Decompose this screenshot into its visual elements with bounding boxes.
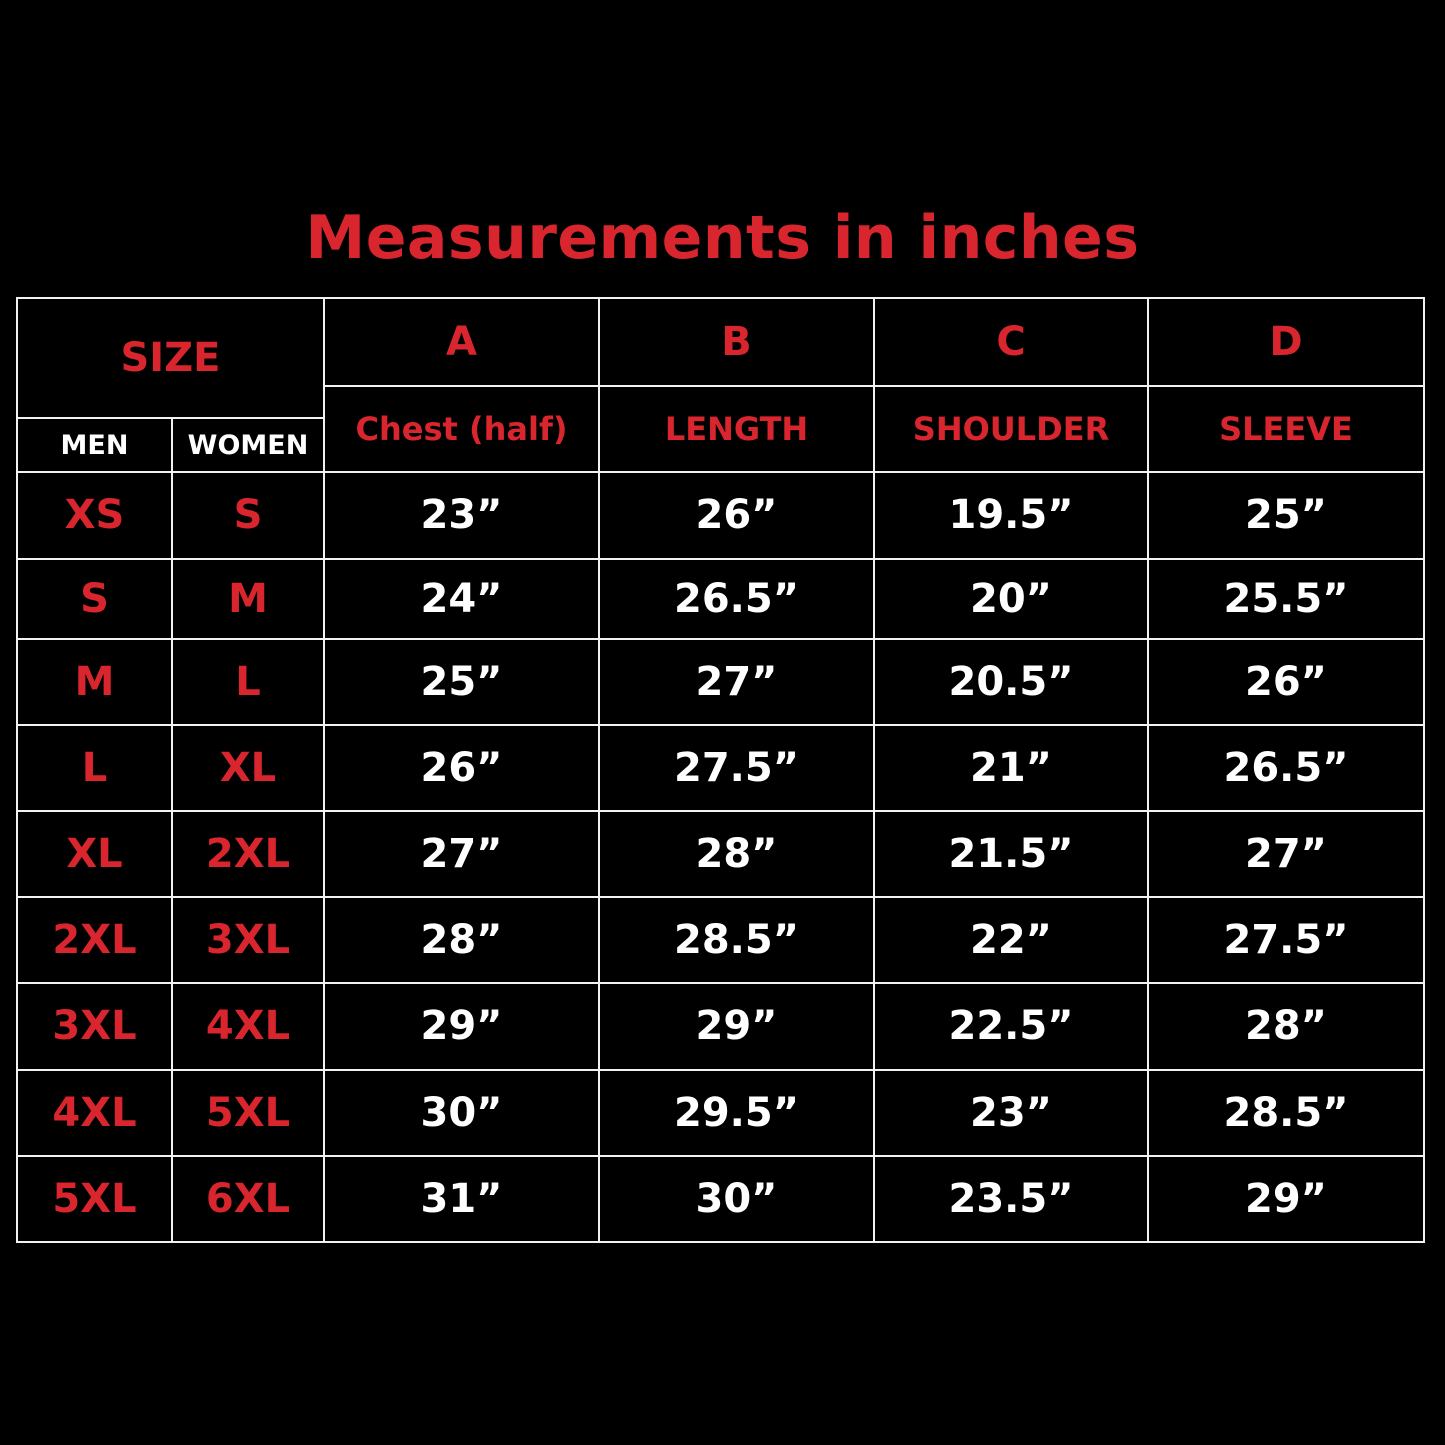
column-letter-a: A [324, 298, 599, 386]
header-row-letters [17, 298, 1424, 386]
size-header-label: SIZE [120, 335, 221, 382]
table-row [17, 559, 1424, 639]
chest-cell: 25” [324, 639, 599, 725]
table-row [17, 811, 1424, 897]
sleeve-cell: 28.5” [1148, 1070, 1424, 1156]
sleeve-cell: 27” [1148, 811, 1424, 897]
chest-cell: 27” [324, 811, 599, 897]
column-label-chest: Chest (half) [324, 386, 599, 472]
shoulder-cell: 20” [874, 559, 1148, 639]
men-size-cell: L [17, 725, 172, 811]
length-cell: 27.5” [599, 725, 874, 811]
column-label-length: LENGTH [599, 386, 874, 472]
women-size-cell: S [172, 472, 324, 558]
length-cell: 26” [599, 472, 874, 558]
men-header: MEN [17, 418, 172, 472]
chest-cell: 28” [324, 897, 599, 983]
table-row [17, 472, 1424, 558]
table-row [17, 1070, 1424, 1156]
sleeve-cell: 28” [1148, 983, 1424, 1069]
shoulder-cell: 22” [874, 897, 1148, 983]
shoulder-cell: 19.5” [874, 472, 1148, 558]
shoulder-cell: 23.5” [874, 1156, 1148, 1242]
column-letter-d: D [1148, 298, 1424, 386]
length-cell: 27” [599, 639, 874, 725]
women-size-cell: 6XL [172, 1156, 324, 1242]
women-size-cell: L [172, 639, 324, 725]
length-cell: 28.5” [599, 897, 874, 983]
length-cell: 30” [599, 1156, 874, 1242]
women-size-cell: 3XL [172, 897, 324, 983]
shoulder-cell: 23” [874, 1070, 1148, 1156]
column-label-shoulder: SHOULDER [874, 386, 1148, 472]
men-size-cell: 4XL [17, 1070, 172, 1156]
chest-cell: 26” [324, 725, 599, 811]
sleeve-cell: 27.5” [1148, 897, 1424, 983]
sleeve-cell: 26” [1148, 639, 1424, 725]
shoulder-cell: 22.5” [874, 983, 1148, 1069]
chest-cell: 29” [324, 983, 599, 1069]
shoulder-cell: 21.5” [874, 811, 1148, 897]
column-label-sleeve: SLEEVE [1148, 386, 1424, 472]
men-size-cell: XL [17, 811, 172, 897]
men-size-cell: M [17, 639, 172, 725]
size-chart-table [16, 297, 1425, 1243]
length-cell: 29” [599, 983, 874, 1069]
table-row [17, 639, 1424, 725]
shoulder-cell: 21” [874, 725, 1148, 811]
length-cell: 29.5” [599, 1070, 874, 1156]
length-cell: 26.5” [599, 559, 874, 639]
chest-cell: 30” [324, 1070, 599, 1156]
table-row [17, 983, 1424, 1069]
shoulder-cell: 20.5” [874, 639, 1148, 725]
women-size-cell: M [172, 559, 324, 639]
men-size-cell: 5XL [17, 1156, 172, 1242]
table-row [17, 897, 1424, 983]
column-letter-c: C [874, 298, 1148, 386]
length-cell: 28” [599, 811, 874, 897]
sleeve-cell: 25.5” [1148, 559, 1424, 639]
chest-cell: 31” [324, 1156, 599, 1242]
sleeve-cell: 26.5” [1148, 725, 1424, 811]
column-letter-b: B [599, 298, 874, 386]
chest-cell: 24” [324, 559, 599, 639]
chest-cell: 23” [324, 472, 599, 558]
page-title: Measurements in inches [305, 203, 1140, 273]
sleeve-cell: 29” [1148, 1156, 1424, 1242]
men-size-cell: 3XL [17, 983, 172, 1069]
men-size-cell: S [17, 559, 172, 639]
women-size-cell: 4XL [172, 983, 324, 1069]
women-header: WOMEN [172, 418, 324, 472]
table-row [17, 1156, 1424, 1242]
women-size-cell: 5XL [172, 1070, 324, 1156]
table-row [17, 725, 1424, 811]
women-size-cell: 2XL [172, 811, 324, 897]
sleeve-cell: 25” [1148, 472, 1424, 558]
men-size-cell: XS [17, 472, 172, 558]
men-size-cell: 2XL [17, 897, 172, 983]
size-header-cell [17, 298, 324, 418]
women-size-cell: XL [172, 725, 324, 811]
